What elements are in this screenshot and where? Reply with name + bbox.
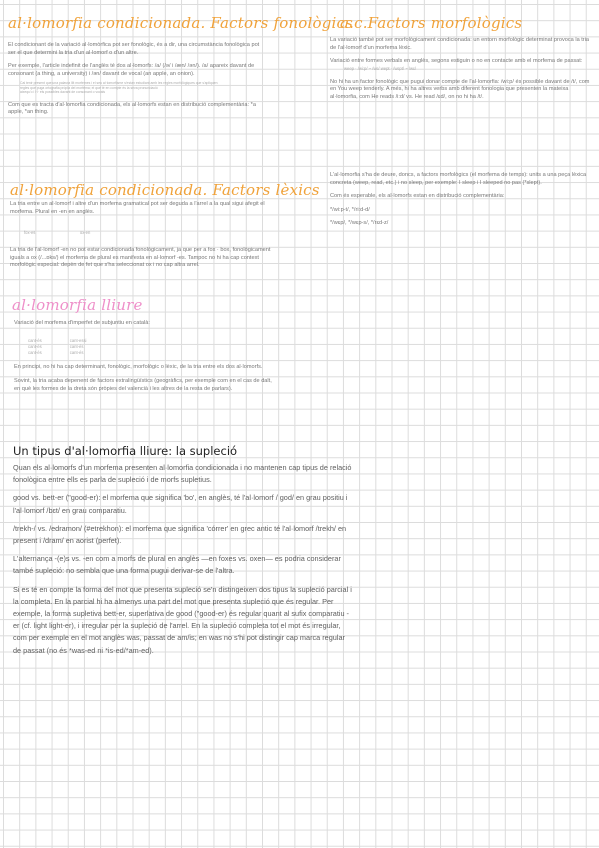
paragraph: Si es té en compte la forma del mot que presenta supleció se'n distingeixen dos tipus la supleció parcial i la completa. En la parcial hi ha almenys una part del mot que presenta supleció que és regular. Per exemple, la forma supletiva bett-er, superlativa de good ("good-er) és regular quant al sufix comparatiu -er (cf. light light-er), i irregular per la supleció de l'arrel. En la supleció completa tot el mot és irregular, com per exemple en el mot anglès was, passat de am/is; en was no s'hi pot distingir cap marca regular de passat (no és *was-ed ni *is-ed/*am-ed). — [13, 584, 352, 655]
example-row — [24, 221, 278, 239]
paragraph: Per exemple, l'article indefinit de l'anglès té dos al·lomorfs: /a/ (/ə/ i /æn/ /ən/). /a/ apareix davant de consonant (a thing, a university) i /ən/ davant de vocal (an apple, an onion). — [8, 63, 255, 77]
suppletion-section — [13, 462, 355, 663]
footnote-line: Cal tenir present que una palavra llit morfemes i el seu al·lomorfisme s'estan estudiant amb les regles morfològiques que s'apliquen — [20, 81, 218, 86]
example-word: cant-és — [69, 349, 84, 355]
free-allomorphy-section — [14, 320, 276, 393]
section-title-free-allomorphy: al·lomorfia lliure — [12, 296, 143, 314]
paragraph: good vs. bett-er ("good-er): el morfema que significa 'bo', en anglès, té l'al·lomorf / god/ en grau positiu i l'al·lomorf /bɛt/ en grau comparatiu. — [13, 493, 348, 515]
example-column — [70, 338, 87, 356]
footnote-line: regles que puga ortografia pròpia del morfema; el que té en compte és la seva pronunciació — [20, 85, 158, 90]
example-column — [28, 338, 42, 356]
example-word: cant-és — [69, 343, 84, 349]
paragraph: La tria entre un al·lomorf i altre d'un morfema gramatical pot ser deguda a l'arrel a la qual sigui afegit el morfema. Plural en -en en anglès. — [10, 201, 265, 215]
example-line: */wɛp/, */wɛp-s/, */rɛd-z/ — [330, 220, 389, 227]
example-columns — [28, 338, 276, 356]
example-word: fox-es — [24, 230, 36, 236]
example-word: cant-és — [28, 349, 42, 355]
main-heading: Un tipus d'al·lomorfia lliure: la supleció — [13, 444, 238, 458]
paragraph: La tria de l'al·lomorf -en no pot estar condicionada fonològicament, ja que per a fox · box, fonològicament iguals a ox (/...ɒks/) el morfema de plural es manifesta en al·lomorf -es. Tampoc no hi ha cap context morfològic especial: depèn de fet que s'ha seleccionat ox i no cap altra arrel. — [10, 247, 271, 269]
paragraph: No hi ha un factor fonològic que pugui donar compte de l'al·lomorfia: /wi:p/ és possible davant de /t/, com en You weep tenderly. A més, hi ha altres verbs amb diferent fonologia que presenten la mateixa al·lomorfia, com He reads /i:d/ vs. He read /ɛd/, on no hi ha /t/. — [330, 78, 590, 100]
example-word: cant-és — [28, 337, 42, 343]
paragraph: L'alternança -(e)s vs. -en com a morfs de plural en anglès —en foxes vs. oxen— es podria considerar també supleció: no sembla que una forma pugui derivar-se de l'altra. — [13, 554, 341, 576]
example-word: cant-essi — [69, 337, 87, 343]
example-word: cant-és — [28, 343, 42, 349]
lexical-factors-section — [10, 201, 278, 270]
paragraph: Quan els al·lomorfs d'un morfema presenten al·lomorfia condicionada i no mantenen cap tipus de relació fonològica entre ells es parla de supleció i de morfs supletius. — [13, 463, 352, 485]
paragraph: Com que es tracta d'al·lomorfia condicionada, els al·lomorfs estan en distribució complementària: *a apple, *an thing. — [8, 101, 256, 116]
section-title-phonological-factors: al·lomorfia condicionada. Factors fonològics — [8, 14, 354, 32]
morphological-factors-section — [330, 37, 592, 102]
section-title-morphological-factors: a.c.Factors morfològics — [340, 14, 523, 32]
example-word: ox-en — [79, 230, 91, 236]
paragraph: Variació del morfema d'imperfet de subjuntiu en català: — [14, 320, 150, 326]
paragraph: Com és esperable, els al·lomorfs estan en distribució complementària: — [330, 193, 505, 200]
footnote-block — [20, 81, 250, 94]
example-line: weep · /wi:p/ ~ /wɛ/ wept · /wɛpt/ ~ /wɛ/ — [344, 65, 417, 71]
paragraph: L'al·lomorfia s'ha de deure, doncs, a factors morfològics (el morfema de temps): units a una peça lèxica concreta (weep, read, etc.) i no sleep, per exemple: I sleep i I sleeped no pas (*slept). — [330, 172, 587, 186]
example-line: */wi:p-t/, */ri:d-d/ — [330, 206, 370, 213]
morphological-factors-continued — [330, 172, 592, 228]
paragraph: El condicionant de la variació al·lomòrfica pot ser fonològic, és a dir, una circumstància fonològica pot ser el que determini la tria d'un al·lomorf o d'un altre. — [8, 42, 260, 56]
paragraph: /trekh-/ vs. /edramon/ (#etrekhon): el morfema que significa 'córrer' en grec antic té l'al·lomorf /trekh/ en present i /dram/ en aorist (perfet). — [13, 523, 347, 546]
footnote-line: aixequ'o i l·l· els possibles davant de consonant o vocals — [20, 90, 106, 95]
section-title-lexical-factors: al·lomorfia condicionada. Factors lèxics — [10, 181, 320, 199]
paragraph: Variació entre formes verbals en anglès, segons estiguin o no en contacte amb el morfema de passat: — [330, 58, 583, 65]
phonological-factors-section — [8, 42, 268, 117]
paragraph: Sovint, la tria acaba depenent de factors extralingüístics (geogràfics, per exemple com en el cas de dalt, en què les formes de la dreta són pròpies del valencià i les altres de la resta de parlars). — [14, 378, 272, 392]
paragraph: La variació també pot ser morfològicament condicionada: un entorn morfològic determinat provoca la tria de l'al·lomorf d'un morfema lèxic. — [330, 37, 590, 51]
paragraph: En principi, no hi ha cap determinant, fonològic, morfològic o lèxic, de la tria entre els dos al·lomorfs. — [14, 363, 263, 370]
